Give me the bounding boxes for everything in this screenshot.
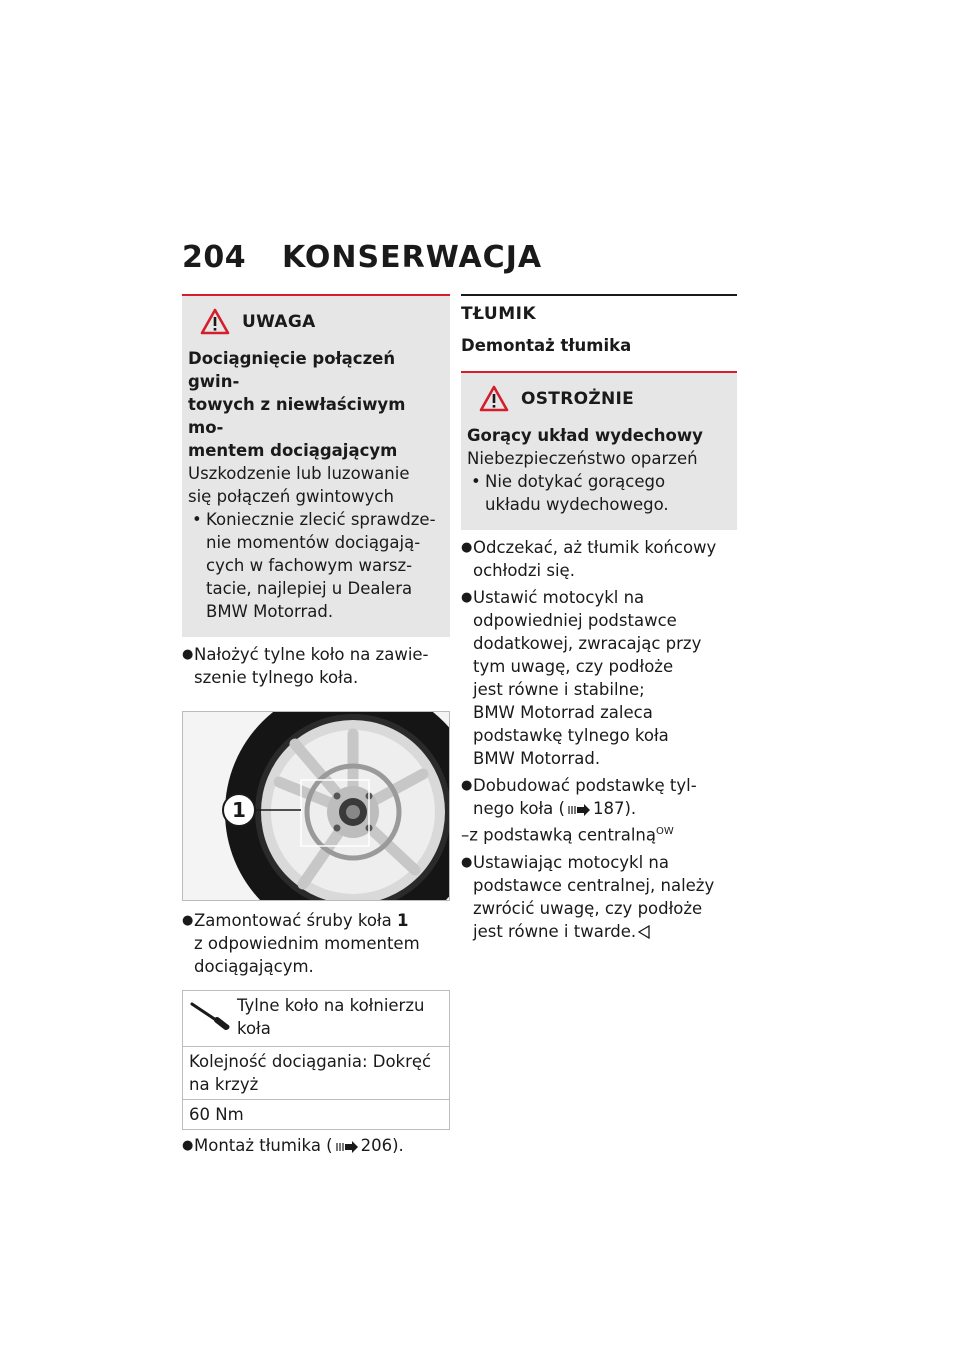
page-reference[interactable]: 206 [360,1136,393,1155]
step-bullet: ● [461,590,473,605]
step-bullet: ● [461,540,473,555]
subsection-title: Demontaż tłumika [461,336,632,355]
step-line [194,1134,450,1157]
page-reference[interactable]: 187 [592,799,625,818]
page-number: 204 [182,240,247,275]
step-line: Ustawiając motocykl na [473,852,669,872]
callout-label: 1 [232,798,246,822]
section-divider [461,294,737,296]
notice-hazard-line: Dociągnięcie połączeń gwin- [188,349,396,391]
chapter-title: KONSERWACJA [282,240,543,275]
step-text: nego koła ( [473,799,565,818]
notice-hazard-line: Gorący układ wydechowy [467,426,703,445]
notice-bullet-line: układu wydechowego. [485,495,669,514]
notice-bullet-line: BMW Motorrad. [206,602,334,621]
torque-sequence-row [183,1046,449,1099]
step-text: Zamontować śruby koła [194,911,397,930]
rear-wheel-illustration [183,712,449,900]
torque-value-row [183,1099,449,1129]
warning-triangle-icon [479,385,509,412]
step-line: BMW Motorrad. [473,749,601,768]
notice-bullet-line: Nie dotykać gorącego [485,472,666,491]
torque-sequence-line: Kolejność dociągania: Dokręć [189,1052,432,1071]
step-line: ochłodzi się. [473,561,575,580]
step-line: szenie tylnego koła. [194,668,359,687]
notice-uwaga [182,294,450,637]
condition-center-stand [461,820,729,847]
step-text-suffix: ). [392,1136,404,1155]
step-line: zwrócić uwagę, czy podłoże [473,898,703,918]
notice-header [188,308,444,335]
step-line: z odpowiednim momentem [194,934,420,953]
step-line [473,797,729,820]
torque-spec-header [183,991,449,1046]
step-attach-stand [461,774,729,820]
step-line: podstawce centralnej, należy [473,875,715,895]
section-end-triangle-icon [638,925,650,939]
torque-spec-table [182,990,450,1130]
step-line [473,920,729,943]
notice-consequence-line: się połączeń gwintowych [188,487,394,506]
step-cool-down [461,536,729,582]
bullet-mark: • [471,472,481,491]
step-line: Odczekać, aż tłumik końcowy [473,538,717,557]
page-header [182,240,742,280]
notice-bullet-line: Koniecznie zlecić sprawdze- [206,510,436,529]
notice-title: UWAGA [242,311,316,332]
notice-bullet-line: nie momentów dociągają- [206,533,421,552]
notice-bullet-line: tacie, najlepiej u Dealera [206,579,413,598]
torque-spec-name: koła [237,1019,271,1038]
step-line: tym uwagę, czy podłoże [473,657,674,676]
left-column [182,294,450,1157]
step-line: podstawkę tylnego koła [473,726,669,745]
step-bullet: ● [182,913,194,928]
condition-text: –z podstawką centralną [461,825,656,845]
notice-hazard-line: mentem dociągającym [188,441,398,460]
step-line: odpowiedniej podstawce [473,611,677,630]
notice-consequence-line: Niebezpieczeństwo oparzeń [467,449,698,468]
notice-bullet [188,508,444,623]
torque-spec-name: Tylne koło na kołnierzu [237,996,425,1015]
page-reference-arrow-icon [568,804,590,816]
notice-bullet-line: cych w fachowym warsz- [206,556,413,575]
step-bullet: ● [182,1138,194,1153]
warning-triangle-icon [200,308,230,335]
torque-value: 60 Nm [189,1105,244,1124]
step-line [194,909,450,932]
step-install-muffler [182,1134,450,1157]
step-mount-wheel [182,643,450,689]
notice-consequence-line: Uszkodzenie lub luzowanie [188,464,410,483]
notice-bullet [467,470,731,516]
step-text: jest równe i twarde. [473,921,637,941]
step-line: Nałożyć tylne koło na zawie- [194,645,429,664]
page-reference-arrow-icon [336,1141,358,1153]
step-text: Montaż tłumika ( [194,1136,333,1155]
notice-header [467,385,731,412]
section-title: TŁUMIK [461,304,537,324]
notice-title: OSTROŻNIE [521,388,635,409]
step-line: Ustawić motocykl na [473,588,645,607]
torque-wrench-icon [189,998,231,1030]
torque-sequence-line: na krzyż [189,1075,259,1094]
rear-wheel-photo [182,711,450,901]
step-line: jest równe i stabilne; [473,680,645,699]
step-line: Dobudować podstawkę tyl- [473,776,697,795]
optional-equipment-mark: OW [655,826,674,837]
notice-hazard-line: towych z niewłaściwym mo- [188,395,406,437]
right-column [461,294,729,943]
step-line: dodatkowej, zwracając przy [473,634,702,653]
bullet-mark: • [192,510,202,529]
callout-reference: 1 [396,911,409,930]
step-center-stand [461,851,729,943]
step-place-motorcycle [461,586,729,770]
step-text-suffix: ). [624,799,637,818]
step-line: BMW Motorrad zaleca [473,703,653,722]
step-install-bolts [182,909,450,978]
step-bullet: ● [182,647,194,662]
notice-ostroznie [461,371,737,530]
step-bullet: ● [461,778,473,793]
step-bullet: ● [461,854,473,870]
step-line: dociągającym. [194,957,314,976]
